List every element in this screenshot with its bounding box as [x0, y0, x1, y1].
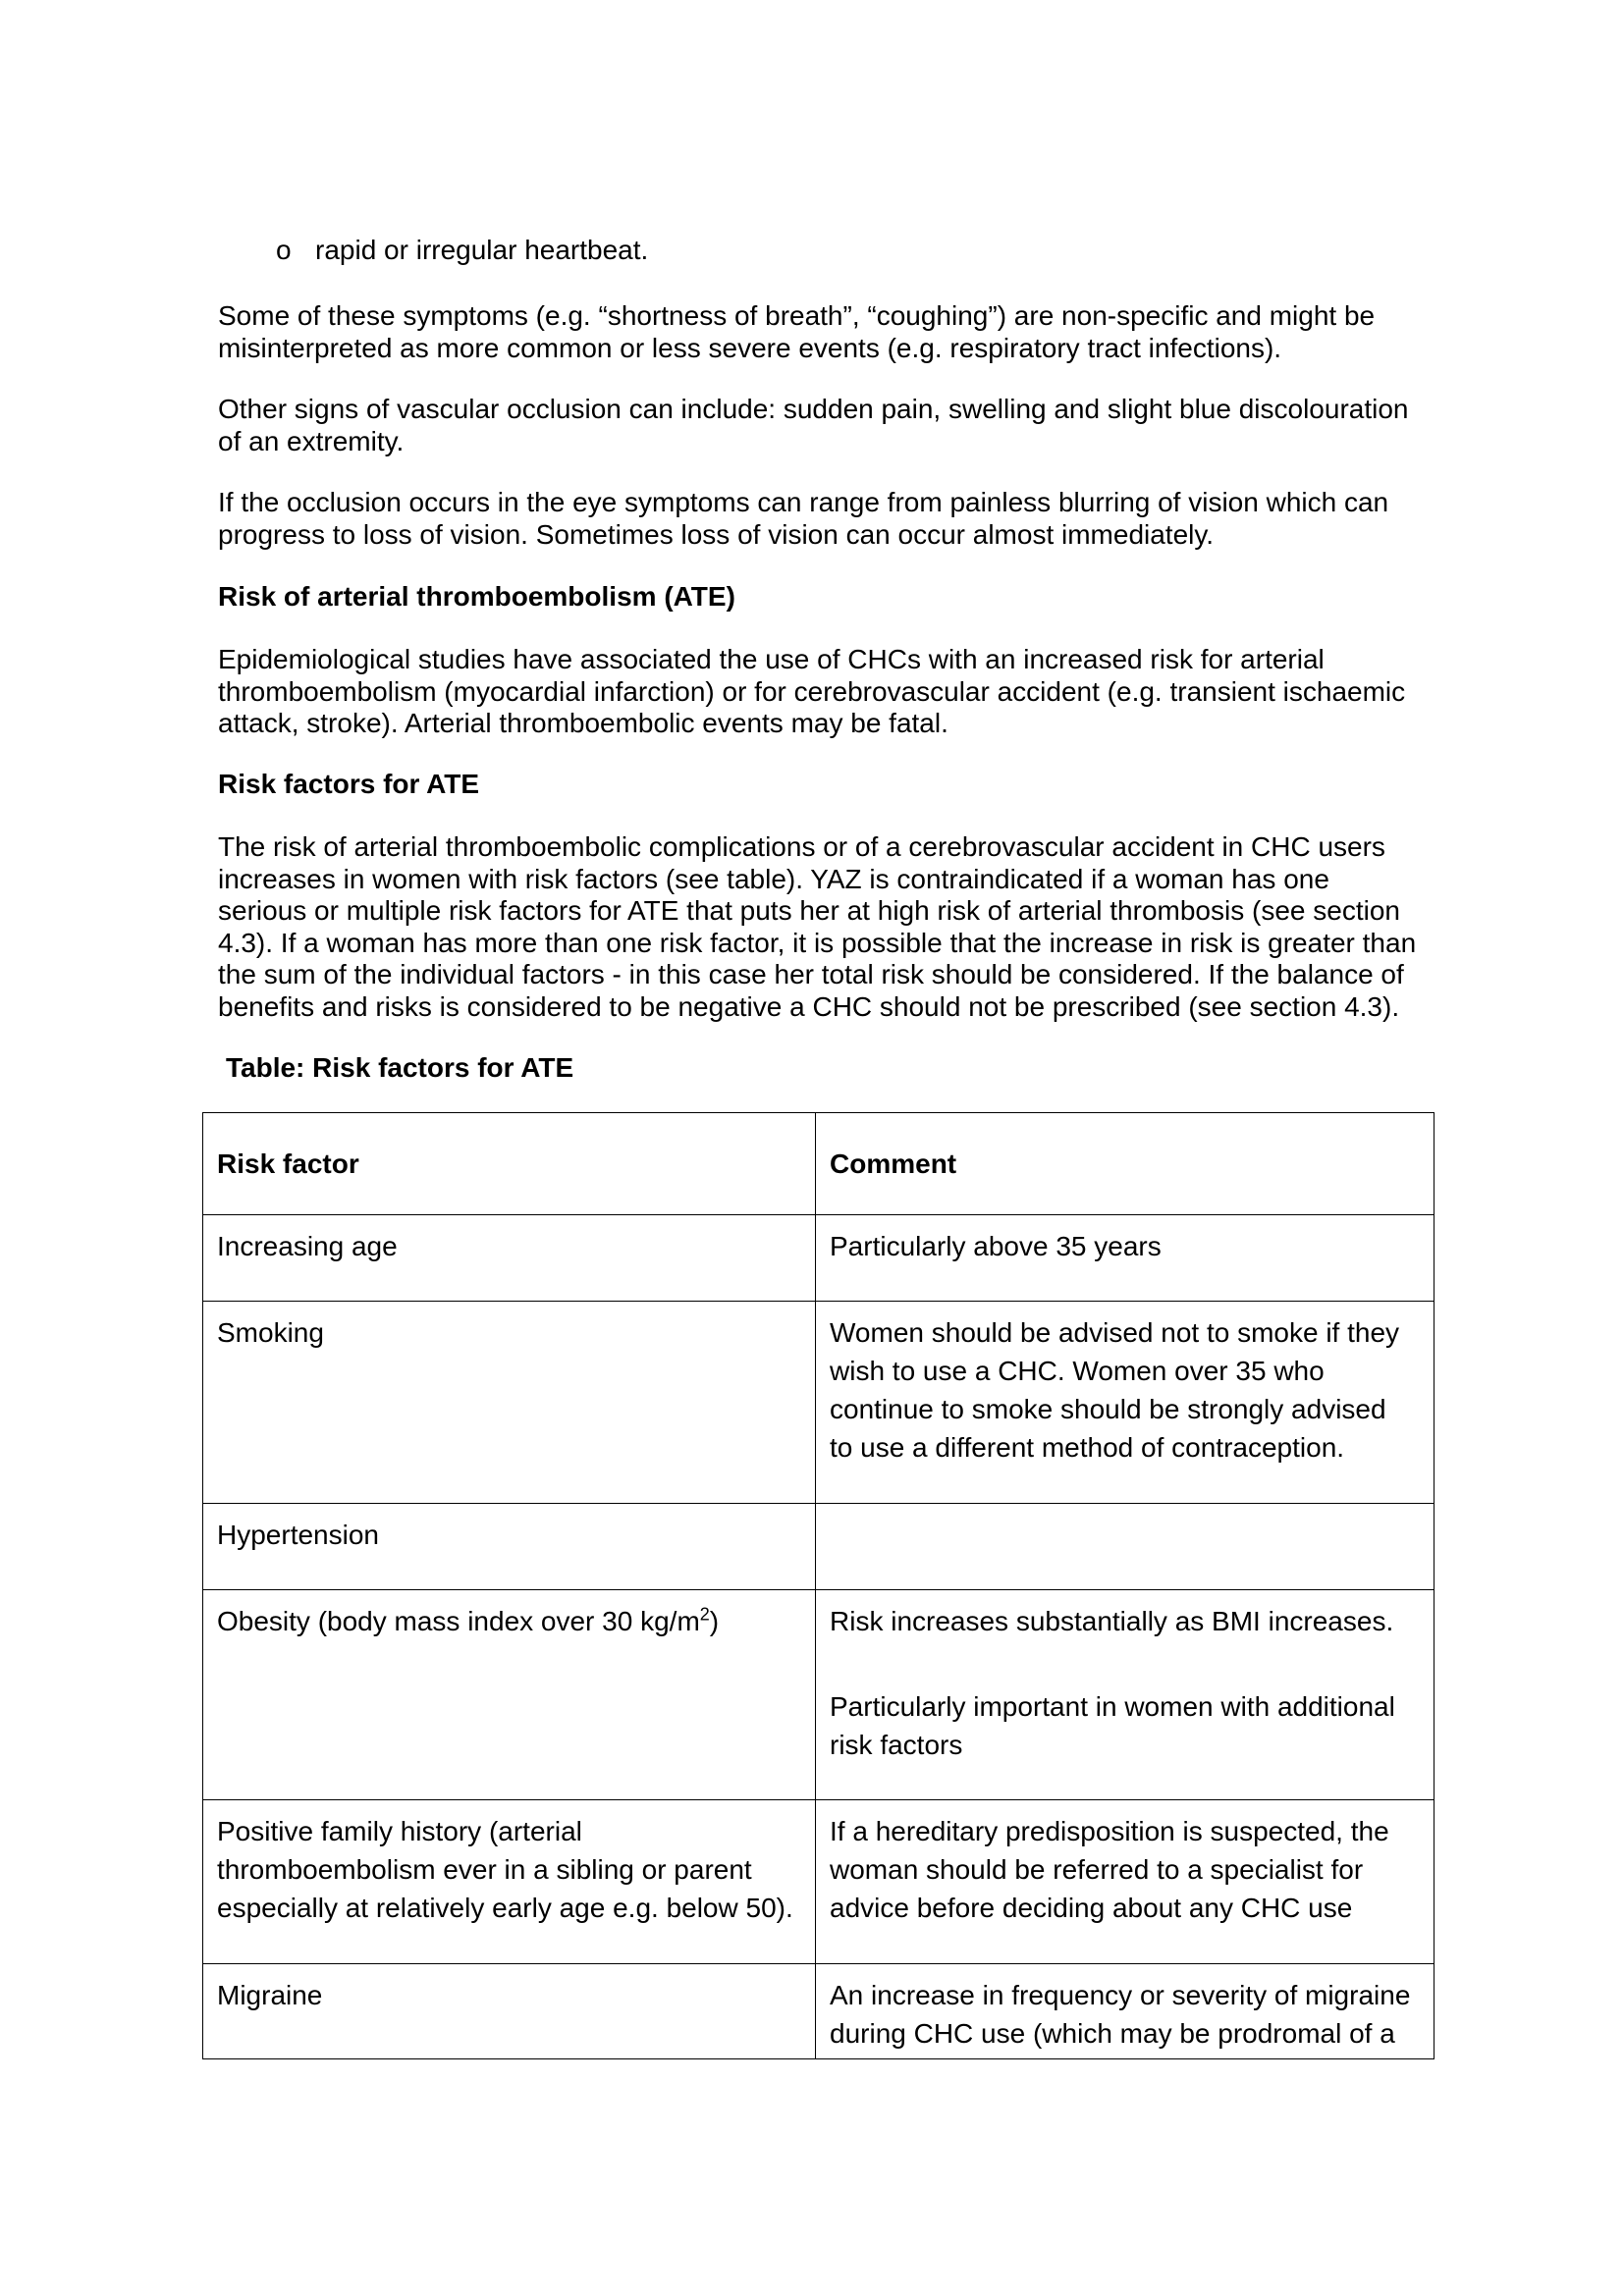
table-row	[203, 1215, 1435, 1302]
table-row	[203, 1504, 1435, 1590]
cell-line: continue to smoke should be strongly advised	[830, 1394, 1386, 1424]
superscript: 2	[699, 1604, 710, 1625]
bullet-text: rapid or irregular heartbeat.	[315, 235, 649, 265]
section-heading-ate	[218, 581, 1435, 614]
paragraph-line: of an extremity.	[218, 425, 405, 456]
factor-text: Obesity (body mass index over 30 kg/m	[217, 1606, 700, 1636]
comment-cell	[816, 1800, 1435, 1964]
risk-factor-cell	[203, 1964, 816, 2059]
paragraph-line: 4.3). If a woman has more than one risk factor, it is possible that the increase in risk is greater than	[218, 927, 1417, 958]
section-heading-risk-factors	[218, 769, 1435, 801]
cell-line: Migraine	[217, 1980, 323, 2010]
table-row	[203, 1964, 1435, 2059]
table-row	[203, 1800, 1435, 1964]
comment-cell	[816, 1215, 1435, 1302]
paragraph-epidemiological	[218, 644, 1435, 740]
paragraph-line: If the occlusion occurs in the eye symptoms can range from painless blurring of vision which can	[218, 487, 1389, 517]
cell-line: An increase in frequency or severity of migraine	[830, 1980, 1411, 2010]
bullet-marker: o	[276, 235, 292, 265]
column-header-risk-factor: Risk factor	[203, 1113, 816, 1215]
cell-line: woman should be referred to a specialist for	[830, 1854, 1364, 1885]
column-header-comment: Comment	[816, 1113, 1435, 1215]
comment-cell	[816, 1964, 1435, 2059]
risk-factor-cell	[203, 1800, 816, 1964]
cell-line: especially at relatively early age e.g. below 50).	[217, 1893, 793, 1923]
cell-line: advice before deciding about any CHC use	[830, 1893, 1353, 1923]
paragraph-line: The risk of arterial thromboembolic complications or of a cerebrovascular accident in CHC users	[218, 831, 1385, 862]
paragraph-line: increases in women with risk factors (see table). YAZ is contraindicated if a woman has one	[218, 863, 1329, 894]
cell-line: If a hereditary predisposition is suspected, the	[830, 1816, 1389, 1846]
paragraph-line: serious or multiple risk factors for ATE that puts her at high risk of arterial thrombosis (see section	[218, 895, 1400, 926]
cell-line	[217, 1602, 801, 1640]
cell-line: Women should be advised not to smoke if they	[830, 1317, 1400, 1348]
paragraph-line: attack, stroke). Arterial thromboembolic events may be fatal.	[218, 708, 948, 738]
bullet-item	[276, 234, 648, 266]
cell-line: Risk increases substantially as BMI increases.	[830, 1606, 1394, 1636]
table-header-row	[203, 1113, 1435, 1215]
cell-line: during CHC use (which may be prodromal of a	[830, 2018, 1395, 2049]
table-row	[203, 1590, 1435, 1800]
cell-line: thromboembolism ever in a sibling or parent	[217, 1854, 752, 1885]
risk-factor-cell	[203, 1302, 816, 1504]
cell-line: wish to use a CHC. Women over 35 who	[830, 1356, 1325, 1386]
heading-text: Risk factors for ATE	[218, 769, 480, 799]
paragraph-line: progress to loss of vision. Sometimes loss of vision can occur almost immediately.	[218, 518, 1215, 550]
table-caption: Table: Risk factors for ATE	[226, 1052, 574, 1083]
cell-line: risk factors	[830, 1730, 963, 1760]
paragraph-symptoms	[218, 300, 1435, 364]
comment-paragraph	[830, 1687, 1420, 1764]
paragraph-line: thromboembolism (myocardial infarction) or for cerebrovascular accident (e.g. transient ischaemic	[218, 675, 1406, 707]
comment-paragraph	[830, 1602, 1420, 1640]
cell-line: Hypertension	[217, 1520, 379, 1550]
cell-line: Smoking	[217, 1317, 324, 1348]
paragraph-line: misinterpreted as more common or less severe events (e.g. respiratory tract infections).	[218, 332, 1282, 363]
risk-factor-cell	[203, 1504, 816, 1590]
paragraph-eye-occlusion	[218, 487, 1435, 551]
comment-cell	[816, 1504, 1435, 1590]
risk-factor-cell	[203, 1215, 816, 1302]
cell-line: Particularly important in women with additional	[830, 1691, 1395, 1722]
table-row	[203, 1302, 1435, 1504]
cell-line: Increasing age	[217, 1231, 398, 1261]
paragraph-line: Other signs of vascular occlusion can include: sudden pain, swelling and slight blue discolouration	[218, 394, 1409, 424]
paragraph-line: Epidemiological studies have associated the use of CHCs with an increased risk for arterial	[218, 644, 1325, 674]
comment-cell	[816, 1302, 1435, 1504]
cell-line: Particularly above 35 years	[830, 1231, 1162, 1261]
risk-factor-cell	[203, 1590, 816, 1800]
factor-text-suffix: )	[709, 1606, 720, 1636]
comment-cell	[816, 1590, 1435, 1800]
paragraph-line: Some of these symptoms (e.g. “shortness of breath”, “coughing”) are non-specific and might be	[218, 300, 1376, 331]
heading-text: Risk of arterial thromboembolism (ATE)	[218, 581, 735, 612]
paragraph-vascular-occlusion	[218, 394, 1435, 457]
cell-line: to use a different method of contraception.	[830, 1432, 1345, 1463]
paragraph-line: benefits and risks is considered to be negative a CHC should not be prescribed (see section 4.3).	[218, 990, 1400, 1022]
paragraph-risk-factors	[218, 831, 1435, 1023]
cell-line: Positive family history (arterial	[217, 1816, 582, 1846]
risk-factors-table	[202, 1112, 1435, 2059]
paragraph-line: the sum of the individual factors - in this case her total risk should be considered. If the balance of	[218, 959, 1404, 989]
